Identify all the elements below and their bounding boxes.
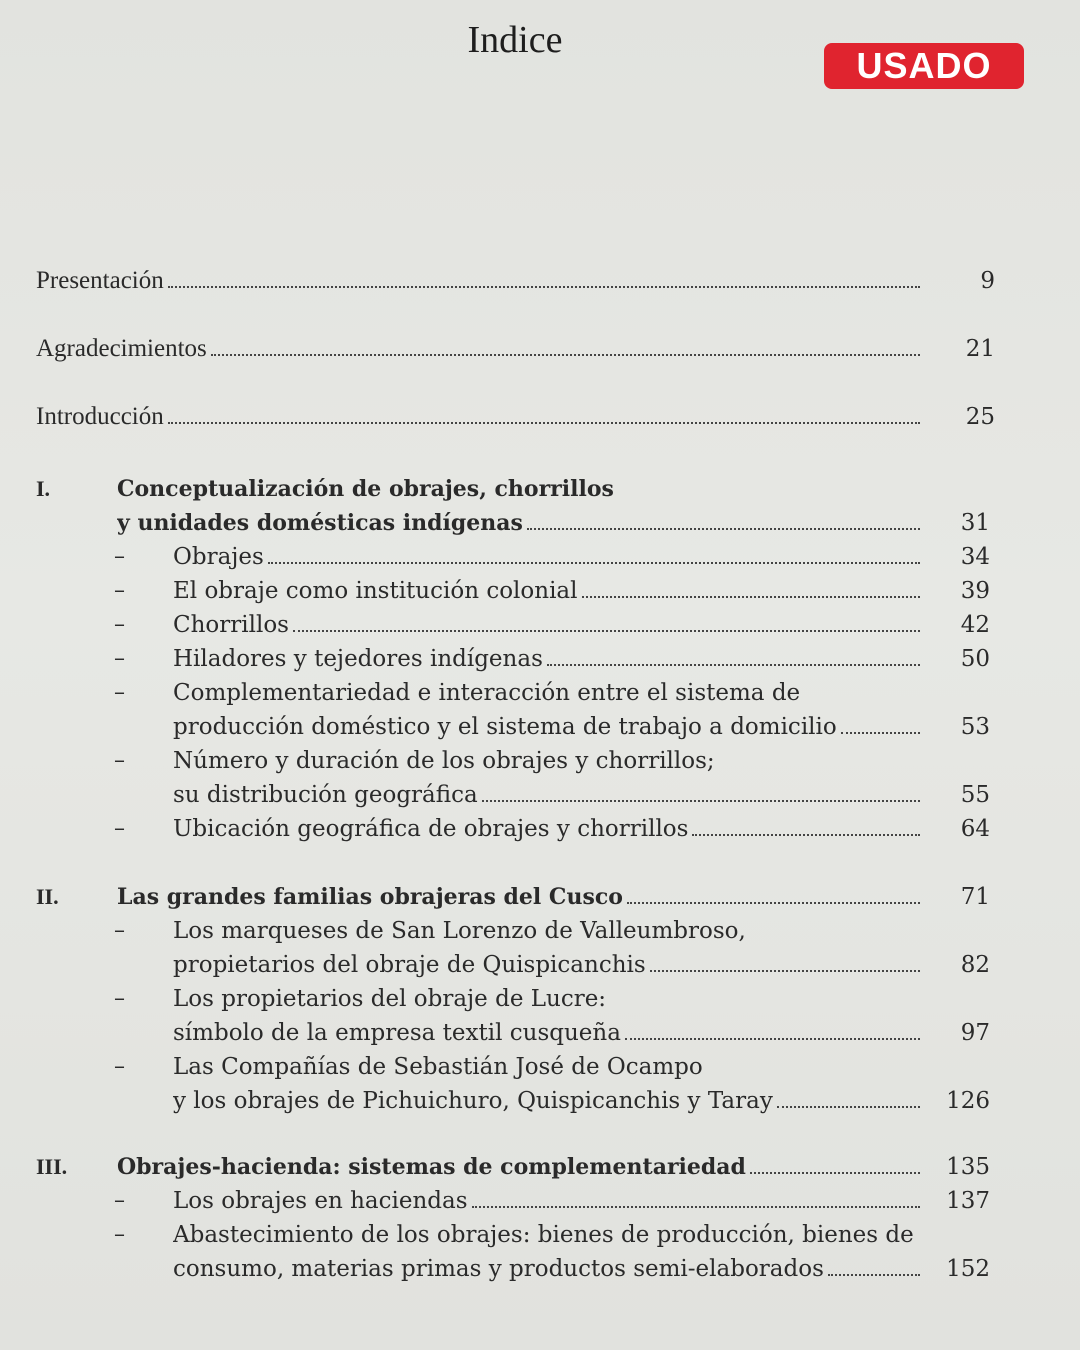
dash-marker: – (114, 918, 125, 943)
toc-entry-title: El obraje como institución colonial (173, 578, 578, 604)
leader-dots (472, 1206, 920, 1208)
leader-dots (828, 1274, 920, 1276)
toc-page-number: 34 (960, 544, 990, 570)
toc-entry-line (173, 540, 920, 574)
toc-entry-line (173, 574, 920, 608)
used-badge: USADO (824, 43, 1024, 89)
toc-entry-line (173, 710, 920, 744)
toc-entry-line (36, 332, 920, 366)
toc-entry-line (173, 744, 920, 778)
toc-entry-title: Complementariedad e interacción entre el sistema de (173, 680, 801, 706)
toc-page-number: 126 (946, 1088, 990, 1114)
toc-entry-title: Ubicación geográfica de obrajes y chorrillos (173, 816, 689, 842)
leader-dots (582, 596, 921, 598)
dash-marker: – (114, 1222, 125, 1247)
leader-dots (482, 800, 920, 802)
toc-entry-title: Los obrajes en haciendas (173, 1188, 468, 1214)
toc-entry-line (117, 1150, 920, 1184)
toc-page-number: 42 (960, 612, 990, 638)
toc-entry-title: su distribución geográfica (173, 782, 478, 808)
toc-page-number: 152 (946, 1256, 990, 1282)
toc-entry-title: Las Compañías de Sebastián José de Ocampo (173, 1054, 703, 1080)
toc-page-number: 21 (965, 336, 995, 362)
toc-page-number: 39 (960, 578, 990, 604)
toc-entry-line (173, 914, 920, 948)
toc-entry-title: Los marqueses de San Lorenzo de Valleumbroso, (173, 918, 746, 944)
leader-dots (168, 286, 920, 288)
toc-entry-line (117, 472, 920, 506)
toc-page-number: 97 (960, 1020, 990, 1046)
leader-dots (625, 1038, 920, 1040)
toc-entry-line (173, 1016, 920, 1050)
dash-marker: – (114, 544, 125, 569)
dash-marker: – (114, 748, 125, 773)
toc-entry-title: símbolo de la empresa textil cusqueña (173, 1020, 621, 1046)
toc-entry-title: Agradecimientos (36, 335, 207, 362)
dash-marker: – (114, 986, 125, 1011)
toc-page-number: 50 (960, 646, 990, 672)
toc-entry-title: Presentación (36, 267, 164, 294)
toc-entry-line (173, 1252, 920, 1286)
toc-entry-line (173, 676, 920, 710)
dash-marker: – (114, 612, 125, 637)
dash-marker: – (114, 816, 125, 841)
leader-dots (547, 664, 920, 666)
toc-entry-title: producción doméstico y el sistema de trabajo a domicilio (173, 714, 837, 740)
toc-entry-title: Los propietarios del obraje de Lucre: (173, 986, 607, 1012)
toc-entry-line (173, 608, 920, 642)
toc-page-number: 53 (960, 714, 990, 740)
toc-entry-title: Obrajes (173, 544, 264, 570)
toc-entry-line (36, 400, 920, 434)
toc-page-number: 9 (980, 268, 995, 294)
toc-entry-title: Conceptualización de obrajes, chorrillos (117, 476, 614, 502)
toc-page-number: 25 (965, 404, 995, 430)
dash-marker: – (114, 578, 125, 603)
toc-page-number: 71 (960, 884, 990, 910)
toc-entry-title: Número y duración de los obrajes y chorrillos; (173, 748, 715, 774)
toc-entry-title: Chorrillos (173, 612, 289, 638)
leader-dots (168, 422, 920, 424)
toc-entry-title: Hiladores y tejedores indígenas (173, 646, 543, 672)
toc-entry-line (173, 1050, 920, 1084)
leader-dots (692, 834, 920, 836)
leader-dots (527, 528, 920, 530)
toc-entry-line (173, 1084, 920, 1118)
leader-dots (650, 970, 920, 972)
chapter-number: I. (36, 476, 51, 501)
toc-entry-title: y unidades domésticas indígenas (117, 510, 523, 536)
toc-entry-line (36, 264, 920, 298)
toc-page-number: 135 (946, 1154, 990, 1180)
dash-marker: – (114, 680, 125, 705)
chapter-number: II. (36, 884, 59, 909)
page-title: Indice (467, 19, 563, 61)
toc-entry-line (173, 812, 920, 846)
toc-entry-line (173, 1184, 920, 1218)
toc-page-number: 82 (960, 952, 990, 978)
leader-dots (750, 1172, 920, 1174)
dash-marker: – (114, 1188, 125, 1213)
toc-entry-title: Las grandes familias obrajeras del Cusco (117, 884, 623, 910)
toc-page-number: 64 (960, 816, 990, 842)
toc-entry-line (173, 642, 920, 676)
toc-entry-line (117, 506, 920, 540)
toc-entry-title: Abastecimiento de los obrajes: bienes de producción, bienes de (173, 1222, 914, 1248)
toc-page-number: 31 (960, 510, 990, 536)
leader-dots (293, 630, 920, 632)
toc-entry-line (173, 982, 920, 1016)
toc-page-number: 137 (946, 1188, 990, 1214)
chapter-number: III. (36, 1154, 68, 1179)
toc-entry-title: propietarios del obraje de Quispicanchis (173, 952, 646, 978)
leader-dots (211, 354, 920, 356)
toc-entry-line (173, 948, 920, 982)
leader-dots (268, 562, 920, 564)
toc-entry-title: Obrajes-hacienda: sistemas de complementariedad (117, 1154, 746, 1180)
leader-dots (627, 902, 920, 904)
toc-entry-line (173, 778, 920, 812)
toc-entry-title: Introducción (36, 403, 164, 430)
toc-page-number: 55 (960, 782, 990, 808)
toc-entry-line (117, 880, 920, 914)
toc-entry-title: y los obrajes de Pichuichuro, Quispicanchis y Taray (173, 1088, 773, 1114)
dash-marker: – (114, 1054, 125, 1079)
toc-entry-title: consumo, materias primas y productos semi-elaborados (173, 1256, 824, 1282)
toc-entry-line (173, 1218, 920, 1252)
leader-dots (841, 732, 920, 734)
leader-dots (777, 1106, 920, 1108)
dash-marker: – (114, 646, 125, 671)
